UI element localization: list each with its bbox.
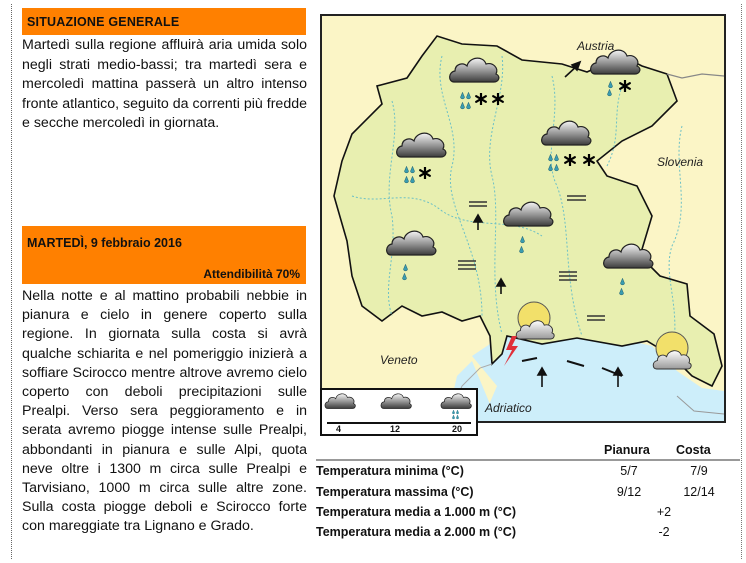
row-label: Temperatura media a 2.000 m (°C)	[316, 525, 516, 539]
forecast-reliability: Attendibilità 70%	[203, 267, 300, 281]
row-label: Temperatura media a 1.000 m (°C)	[316, 505, 516, 519]
row-label: Temperatura massima (°C)	[316, 485, 474, 499]
header-costa: Costa	[676, 443, 711, 457]
map-legend	[320, 388, 478, 436]
row-label: Temperatura minima (°C)	[316, 464, 464, 478]
situazione-header	[22, 8, 306, 35]
legend-value-12: 12	[390, 424, 401, 434]
legend-icons	[322, 390, 476, 420]
table-divider	[316, 459, 740, 461]
weather-map	[320, 14, 726, 423]
forecast-header	[22, 226, 306, 284]
right-dotted-border	[741, 4, 742, 559]
row-costa: 7/9	[690, 464, 708, 478]
row-pianura: 5/7	[620, 464, 638, 478]
austria-border	[667, 74, 724, 78]
table-row	[316, 525, 740, 545]
legend-value-4: 4	[336, 424, 342, 434]
legend-cloud-rain-icon	[441, 394, 471, 409]
situazione-text: Martedì sulla regione affluirà aria umida solo negli strati medio-bassi; tra martedì sera e mercoledì mattina passerà un altro intenso fronte atlantico, seguito da correnti più fredde e secche mercoledì in giornata.	[22, 37, 307, 131]
table-row	[316, 505, 740, 525]
situazione-title: SITUAZIONE GENERALE	[27, 15, 180, 29]
row-combined: +2	[656, 505, 672, 519]
table-row	[316, 485, 740, 505]
legend-cloud-icon	[325, 394, 355, 409]
forecast-date: MARTEDÌ, 9 febbraio 2016	[27, 236, 182, 250]
label-austria: Austria	[577, 39, 615, 53]
row-combined: -2	[658, 525, 670, 539]
map-svg	[322, 16, 724, 421]
forecast-text: Nella notte e al mattino probabili nebbie in pianura e cielo in genere coperto sulla regione. In giornata sulla costa si avrà qualche schiarita e nel pomeriggio inizierà a soffiare Scirocco mentre altrove avremo cielo coperto con deboli precipitazioni sulle Prealpi. Verso sera peggioramento e in serata avremo piogge intense sulle Prealpi, abbondanti in pianura e sulle Alpi, quota neve oltre i 1300 m circa sulle Prealpi e Tarvisiano, 1000 m circa sulle altre zone. Sulla costa piogge deboli e Scirocco forte con mareggiate tra Lignano e Grado.	[22, 288, 307, 535]
row-costa: 12/14	[683, 485, 715, 499]
label-adriatico: Adriatico	[485, 401, 532, 415]
label-slovenia: Slovenia	[657, 155, 704, 169]
row-pianura: 9/12	[616, 485, 642, 499]
legend-cloud-icon	[381, 394, 411, 409]
left-dotted-border	[11, 4, 12, 559]
legend-value-20: 20	[452, 424, 463, 434]
table-row	[316, 464, 740, 484]
header-pianura: Pianura	[604, 443, 650, 457]
label-veneto: Veneto	[380, 353, 418, 367]
table-header	[316, 440, 740, 458]
